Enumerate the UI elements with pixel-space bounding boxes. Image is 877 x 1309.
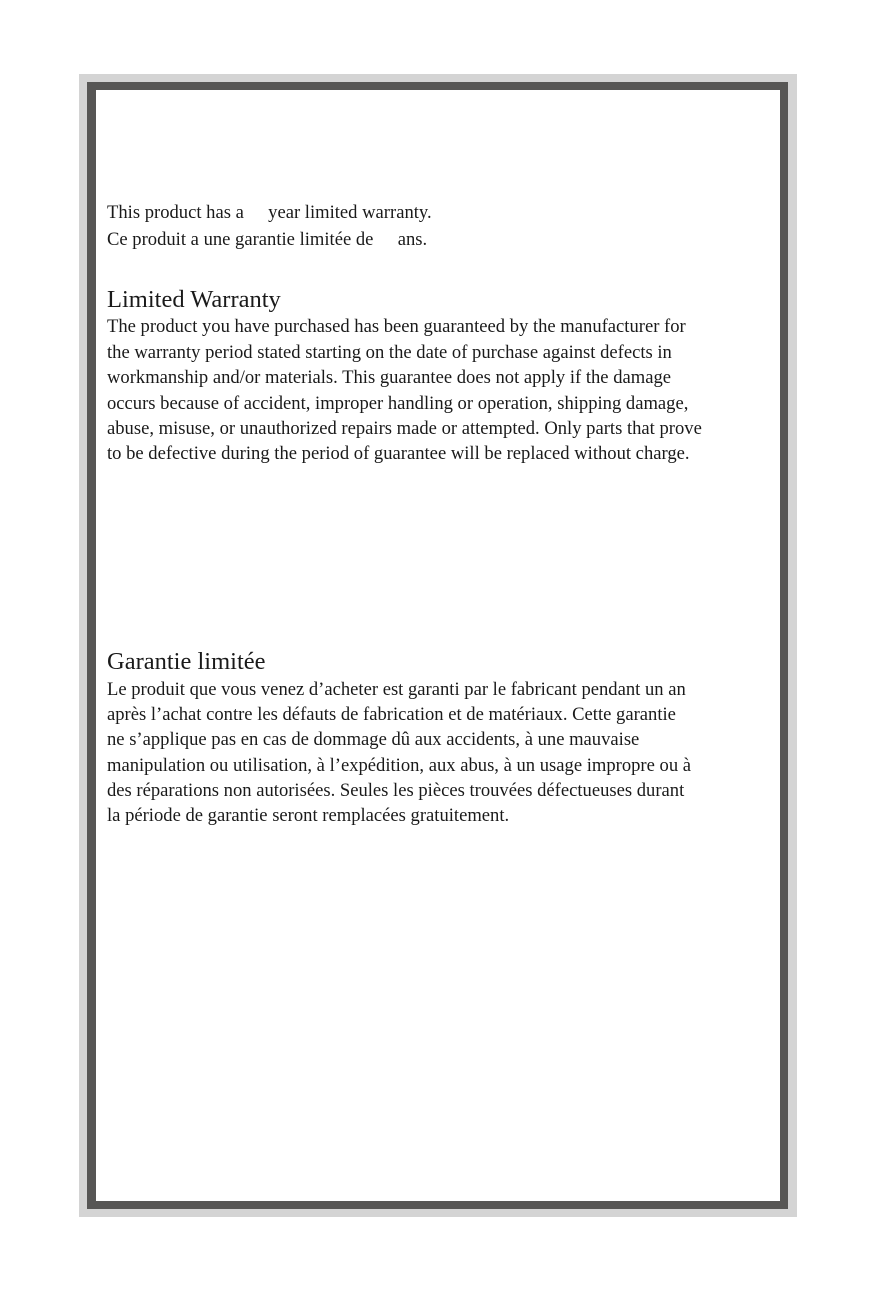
french-heading: Garantie limitée xyxy=(107,648,266,675)
french-line: la période de garantie seront remplacées gratuitement. xyxy=(107,805,510,826)
intro-english xyxy=(107,200,432,225)
intro-en-after: year limited warranty. xyxy=(268,202,432,223)
intro-fr-before: Ce produit a une garantie limitée de xyxy=(107,229,374,250)
intro-en-before: This product has a xyxy=(107,202,244,223)
english-line: workmanship and/or materials. This guarantee does not apply if the damage xyxy=(107,367,672,388)
french-line: manipulation ou utilisation, à l’expédition, aux abus, à un usage impropre ou à xyxy=(107,755,692,776)
english-line: abuse, misuse, or unauthorized repairs made or attempted. Only parts that prove xyxy=(107,418,702,439)
english-line: the warranty period stated starting on the date of purchase against defects in xyxy=(107,342,672,363)
french-line: ne s’applique pas en cas de dommage dû aux accidents, à une mauvaise xyxy=(107,729,640,750)
french-line: des réparations non autorisées. Seules les pièces trouvées défectueuses durant xyxy=(107,780,685,801)
english-line: to be defective during the period of guarantee will be replaced without charge. xyxy=(107,443,690,464)
french-line: après l’achat contre les défauts de fabrication et de matériaux. Cette garantie xyxy=(107,704,676,725)
intro-french xyxy=(107,227,427,252)
intro-fr-after: ans. xyxy=(397,229,428,250)
english-line: The product you have purchased has been guaranteed by the manufacturer for xyxy=(107,316,686,337)
french-line: Le produit que vous venez d’acheter est garanti par le fabricant pendant un an xyxy=(107,679,686,700)
english-heading: Limited Warranty xyxy=(107,286,281,313)
page-content-area xyxy=(96,90,780,1201)
english-line: occurs because of accident, improper handling or operation, shipping damage, xyxy=(107,393,689,414)
